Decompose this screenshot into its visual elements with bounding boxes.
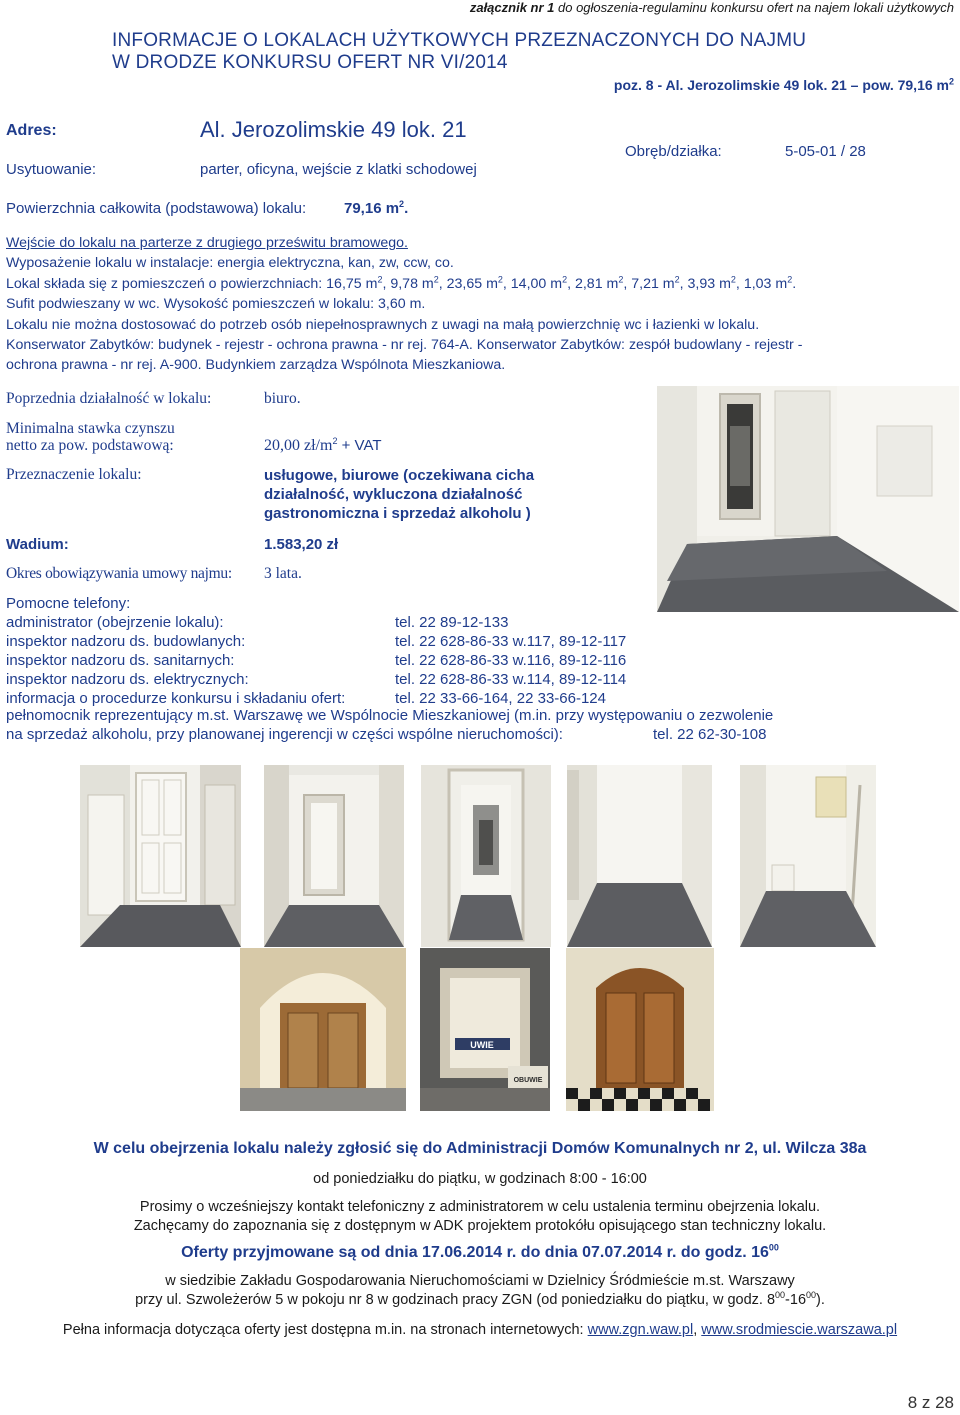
room-area: 23,65 m [446, 276, 498, 292]
position-line: poz. 8 - Al. Jerozolimskie 49 lok. 21 – pow. 79,16 $m^2$ [613, 76, 954, 93]
purpose-line-2: działalność, wykluczona działalność [264, 486, 523, 503]
rent-value: 20,00 $zł/m^2$ + VAT [264, 436, 382, 454]
phone-number: tel. 22 628-86-33 w.117, 89-12-117 [395, 633, 627, 650]
offers-place-2: przy ul. Szwoleżerów 5 w pokoju nr 8 w godzinach pracy ZGN (od poniedziałku do piątku, w godz. $8^{00}-16^{00}$). [135, 1290, 825, 1308]
entrance-description: Wejście do lokalu na parterze z drugiego prześwitu bramowego. [6, 235, 408, 251]
gate-photo-2 [420, 948, 550, 1111]
room-photo-5 [567, 765, 712, 947]
parcel-value: 5-05-01 / 28 [785, 143, 866, 160]
conservator-line-1: Konserwator Zabytków: budynek - rejestr - ochrona prawna - nr rej. 764-A. Konserwator Zabytków: zespół budowlany - rejestr - [6, 337, 803, 353]
area-value: 79,16 $m^2$. [344, 199, 409, 217]
room-area-sup: 2 [433, 274, 439, 285]
purpose-label: Przeznaczenie lokalu: [6, 466, 142, 483]
room-area-sup: 2 [618, 274, 624, 285]
visit-hours: od poniedziałku do piątku, w godzinach 8:00 - 16:00 [313, 1171, 647, 1187]
conservator-line-2: ochrona prawna - nr rej. A-900. Budynkiem zarządza Wspólnota Mieszkaniowa. [6, 357, 506, 373]
phone-number: tel. 22 628-86-33 w.116, 89-12-116 [395, 652, 627, 669]
purpose-line-1: usługowe, biurowe (oczekiwana cicha [264, 467, 535, 484]
room-area-sup: 2 [787, 274, 793, 285]
annex-bold: załącznik nr 1 [469, 0, 555, 15]
room-area-sup: 2 [674, 274, 680, 285]
door-photo [566, 948, 714, 1111]
area-label: Powierzchnia całkowita (podstawowa) lokalu: [6, 200, 307, 217]
phone-role: inspektor nadzoru ds. elektrycznych: [6, 671, 249, 688]
address-value: Al. Jerozolimskie 49 lok. 21 [200, 117, 467, 142]
shop-sign-1: UWIE [470, 1040, 494, 1050]
room-photo-1-drawing [657, 386, 959, 612]
deposit-label: Wadium: [6, 536, 69, 553]
previous-activity-value: biuro. [264, 390, 301, 407]
location-value: parter, oficyna, wejście z klatki schodowej [200, 161, 477, 178]
room-area: 3,93 m [687, 276, 731, 292]
full-info-line: Pełna informacja dotycząca oferty jest dostępna m.in. na stronach internetowych: www.zgn.waw.pl, www.srodmiescie.warszawa.pl [62, 1322, 898, 1338]
room-photo-3 [264, 765, 404, 947]
room-areas: 16,75 $m^2$, 9,78 $m^2$, 23,65 $m^2$, 14,00 $m^2$, 2,81 $m^2$, 7,21 $m^2$, 3,93 $m^2$, 1,03 $m^2$. [326, 274, 797, 292]
request-line-1: Prosimy o wcześniejszy kontakt telefoniczny z administratorem w celu ustalenia terminu obejrzenia lokalu. [139, 1199, 821, 1215]
room-area: 1,03 m [743, 276, 788, 292]
rooms-description: Lokal składa się z pomieszczeń o powierzchniach: 16,75 $m^2$, 9,78 $m^2$, 23,65 $m^2$, 14,00 $m^2$, 2,81 $m^2$, 7,21 $m^2$, 3,93 $m^2$, 1,03 $m^2$. [6, 274, 797, 292]
visit-info: W celu obejrzenia lokalu należy zgłosić się do Administracji Domów Komunalnych nr 2, ul. Wilcza 38a [93, 1140, 867, 1157]
deposit-value: 1.583,20 zł [264, 536, 339, 553]
previous-activity-label: Poprzednia działalność w lokalu: [6, 390, 212, 407]
room-area: 7,21 m [631, 276, 675, 292]
room-area: 2,81 m [574, 276, 619, 292]
annex-note [470, 0, 954, 15]
page-title-line-2: W DRODZE KONKURSU OFERT NR VI/2014 [112, 52, 508, 73]
room-area: 14,00 m [510, 276, 563, 292]
link-srodmiescie[interactable]: www.srodmiescie.warszawa.pl [701, 1322, 898, 1338]
phone-role: informacja o procedurze konkursu i składaniu ofert: [6, 690, 346, 707]
accessibility-description: Lokalu nie można dostosować do potrzeb osób niepełnosprawnych z uwagi na małą powierzchnię wc i łazienki w lokalu. [6, 317, 760, 333]
room-photo-4 [421, 765, 551, 947]
offers-deadline: Oferty przyjmowane są od dnia 17.06.2014 r. do dnia 07.07.2014 r. do godz. $16^{00}$ [181, 1242, 779, 1261]
term-value: 3 lata. [264, 565, 302, 582]
offers-place-1: w siedzibie Zakładu Gospodarowania Nieruchomościami w Dzielnicy Śródmieście m.st. Warszawy [165, 1273, 795, 1289]
proxy-line-1: pełnomocnik reprezentujący m.st. Warszawę we Wspólnocie Mieszkaniowej (m.in. przy występowaniu o zezwolenie [6, 707, 774, 724]
rent-label-line-1: Minimalna stawka czynszu [6, 420, 175, 437]
room-area: 16,75 m [326, 276, 378, 292]
request-line-2: Zachęcamy do zapoznania się z dostępnym w ADK projektem protokółu opisującego stan techniczny lokalu. [133, 1218, 827, 1234]
rent-label-line-2: netto za pow. podstawową: [6, 437, 174, 454]
shop-sign-2: OBUWIE [513, 1077, 543, 1084]
room-photo-2 [80, 765, 241, 947]
term-label: Okres obowiązywania umowy najmu: [6, 565, 232, 582]
room-area-sup: 2 [562, 274, 568, 285]
room-area-sup: 2 [497, 274, 503, 285]
page-title-line-1: INFORMACJE O LOKALACH UŻYTKOWYCH PRZEZNACZONYCH DO NAJMU [112, 30, 807, 51]
phone-number: tel. 22 628-86-33 w.114, 89-12-114 [395, 671, 627, 688]
address-label: Adres: [6, 122, 57, 139]
annex-rest: do ogłoszenia-regulaminu konkursu ofert na najem lokali użytkowych [554, 0, 954, 15]
purpose-line-3: gastronomiczna i sprzedaż alkoholu ) [264, 505, 531, 522]
location-label: Usytuowanie: [6, 161, 97, 178]
proxy-line-2: na sprzedaż alkoholu, przy planowanej ingerencji w części wspólne nieruchomości): [6, 726, 563, 743]
room-photo-1 [657, 386, 959, 612]
phone-number: tel. 22 33-66-164, 22 33-66-124 [395, 690, 606, 707]
link-zgn[interactable]: www.zgn.waw.pl [587, 1322, 694, 1338]
room-area-sup: 2 [377, 274, 383, 285]
gate-photo-1 [240, 948, 406, 1111]
phone-number: tel. 22 89-12-133 [395, 614, 509, 631]
proxy-tel: tel. 22 62-30-108 [653, 726, 767, 743]
room-area: 9,78 m [390, 276, 434, 292]
page-number: 8 z 28 [907, 1393, 954, 1412]
ceiling-description: Sufit podwieszany w wc. Wysokość pomieszczeń w lokalu: 3,60 m. [6, 296, 426, 312]
phone-role: inspektor nadzoru ds. budowlanych: [6, 633, 246, 650]
phone-role: inspektor nadzoru ds. sanitarnych: [6, 652, 235, 669]
parcel-label: Obręb/działka: [625, 143, 722, 160]
room-area-sup: 2 [730, 274, 736, 285]
phone-role: administrator (obejrzenie lokalu): [6, 614, 224, 631]
phones-heading: Pomocne telefony: [6, 595, 131, 612]
room-photo-6 [740, 765, 876, 947]
installations-description: Wyposażenie lokalu w instalacje: energia elektryczna, kan, zw, ccw, co. [6, 255, 454, 271]
